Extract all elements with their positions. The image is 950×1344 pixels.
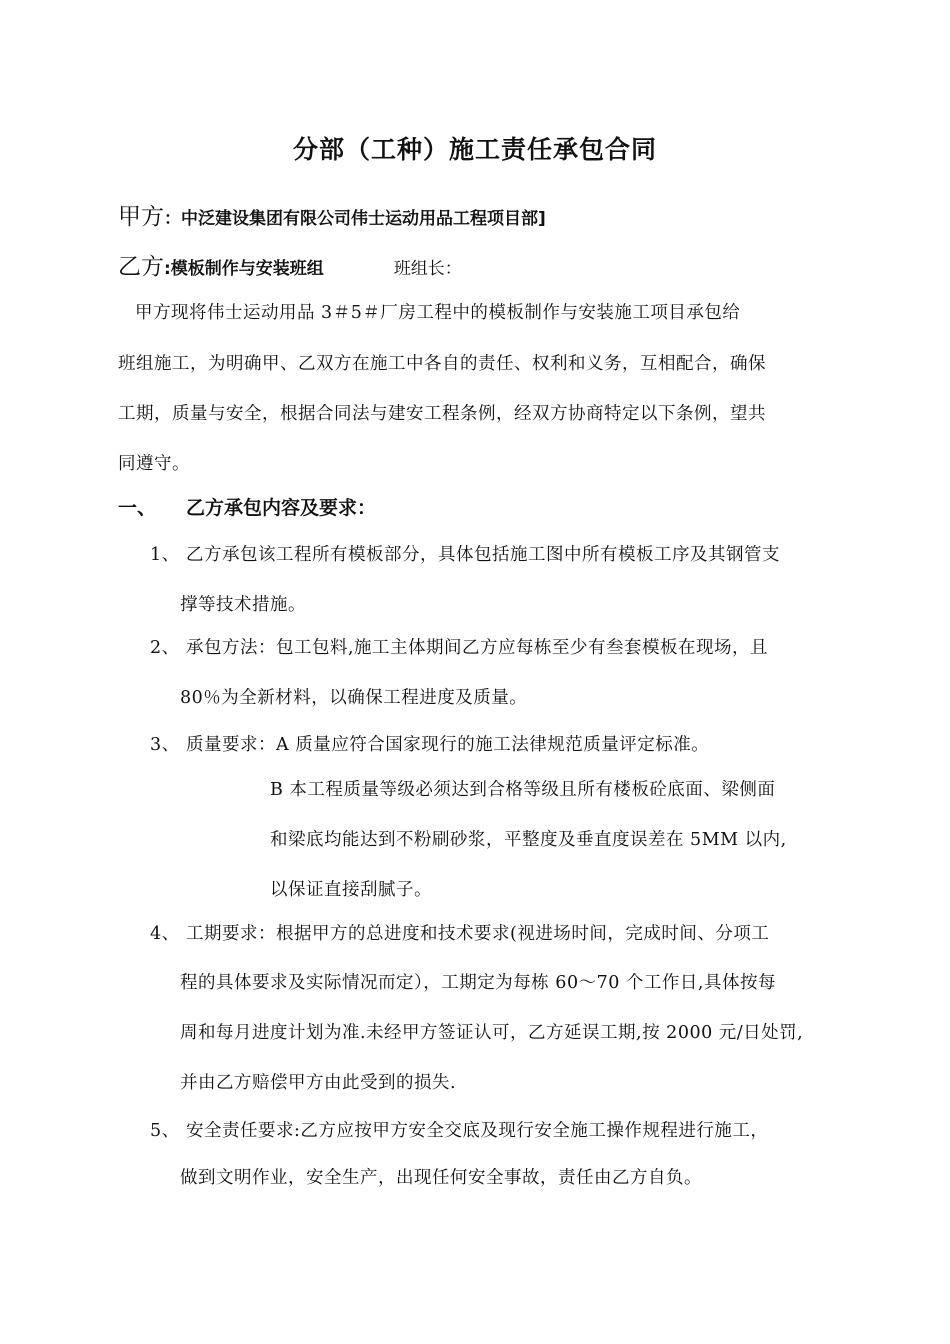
list-item-4-continued-3: 并由乙方赔偿甲方由此受到的损失.	[180, 1073, 457, 1093]
document-title: 分部（工种）施工责任承包合同	[292, 135, 657, 164]
intro-line-1: 甲方现将伟士运动用品 3＃5＃厂房工程中的模板制作与安装施工项目承包给	[135, 303, 741, 323]
party-a-label: 甲方	[118, 204, 164, 230]
list-item-2-continued: 80％为全新材料，以确保工程进度及质量。	[180, 688, 528, 708]
list-item-number: 1、	[150, 545, 180, 565]
list-item-text: 工期要求：根据甲方的总进度和技术要求(视进场时间，完成时间、分项工	[186, 924, 770, 944]
party-b-line	[118, 248, 462, 281]
list-item-text: 安全责任要求:乙方应按甲方安全交底及现行安全施工操作规程进行施工，	[186, 1121, 769, 1141]
list-item-3-sub-2: 和梁底均能达到不粉刷砂浆，平整度及垂直度误差在 5MM 以内,	[270, 830, 787, 850]
list-item-text: 乙方承包该工程所有模板部分，具体包括施工图中所有模板工序及其钢管支	[186, 545, 780, 565]
list-item-3-sub-1: B 本工程质量等级必须达到合格等级且所有楼板砼底面、梁侧面	[270, 780, 776, 800]
list-item-number: 2、	[150, 638, 180, 658]
section-1-number: 一、	[118, 497, 157, 519]
intro-line-3: 工期，质量与安全，根据合同法与建安工程条例，经双方协商特定以下条例，望共	[118, 404, 766, 424]
list-item-4-continued-1: 程的具体要求及实际情况而定），工期定为每栋 60～70 个工作日,具体按每	[180, 973, 776, 993]
party-a-line	[118, 198, 546, 231]
party-b-value: :模板制作与安装班组	[164, 259, 324, 279]
section-1-heading	[118, 493, 376, 520]
list-item-5	[150, 1117, 768, 1142]
list-item-number: 4、	[150, 924, 180, 944]
team-leader-label: 班组长：	[393, 259, 462, 279]
intro-line-4: 同遵守。	[118, 454, 190, 474]
party-a-value: ：中泛建设集团有限公司伟士运动用品工程项目部]	[164, 209, 546, 229]
intro-line-2: 班组施工，为明确甲、乙双方在施工中各自的责任、权利和义务，互相配合，确保	[118, 354, 766, 374]
list-item-3	[150, 731, 709, 756]
list-item-number: 5、	[150, 1121, 180, 1141]
party-b-label: 乙方	[118, 254, 164, 280]
list-item-text: 承包方法：包工包料,施工主体期间乙方应每栋至少有叁套模板在现场，且	[186, 638, 769, 658]
list-item-3-sub-3: 以保证直接刮腻子。	[270, 880, 432, 900]
list-item-1	[150, 541, 780, 566]
list-item-number: 3、	[150, 735, 180, 755]
list-item-4-continued-2: 周和每月进度计划为准.未经甲方签证认可，乙方延误工期,按 2000 元/日处罚,	[180, 1023, 804, 1043]
list-item-2	[150, 634, 768, 659]
list-item-5-continued: 做到文明作业，安全生产，出现任何安全事故，责任由乙方自负。	[180, 1168, 702, 1188]
section-1-title: 乙方承包内容及要求：	[186, 497, 377, 519]
list-item-4	[150, 920, 769, 945]
list-item-text: 质量要求：A 质量应符合国家现行的施工法律规范质量评定标准。	[186, 735, 710, 755]
list-item-1-continued: 撑等技术措施。	[180, 595, 306, 615]
